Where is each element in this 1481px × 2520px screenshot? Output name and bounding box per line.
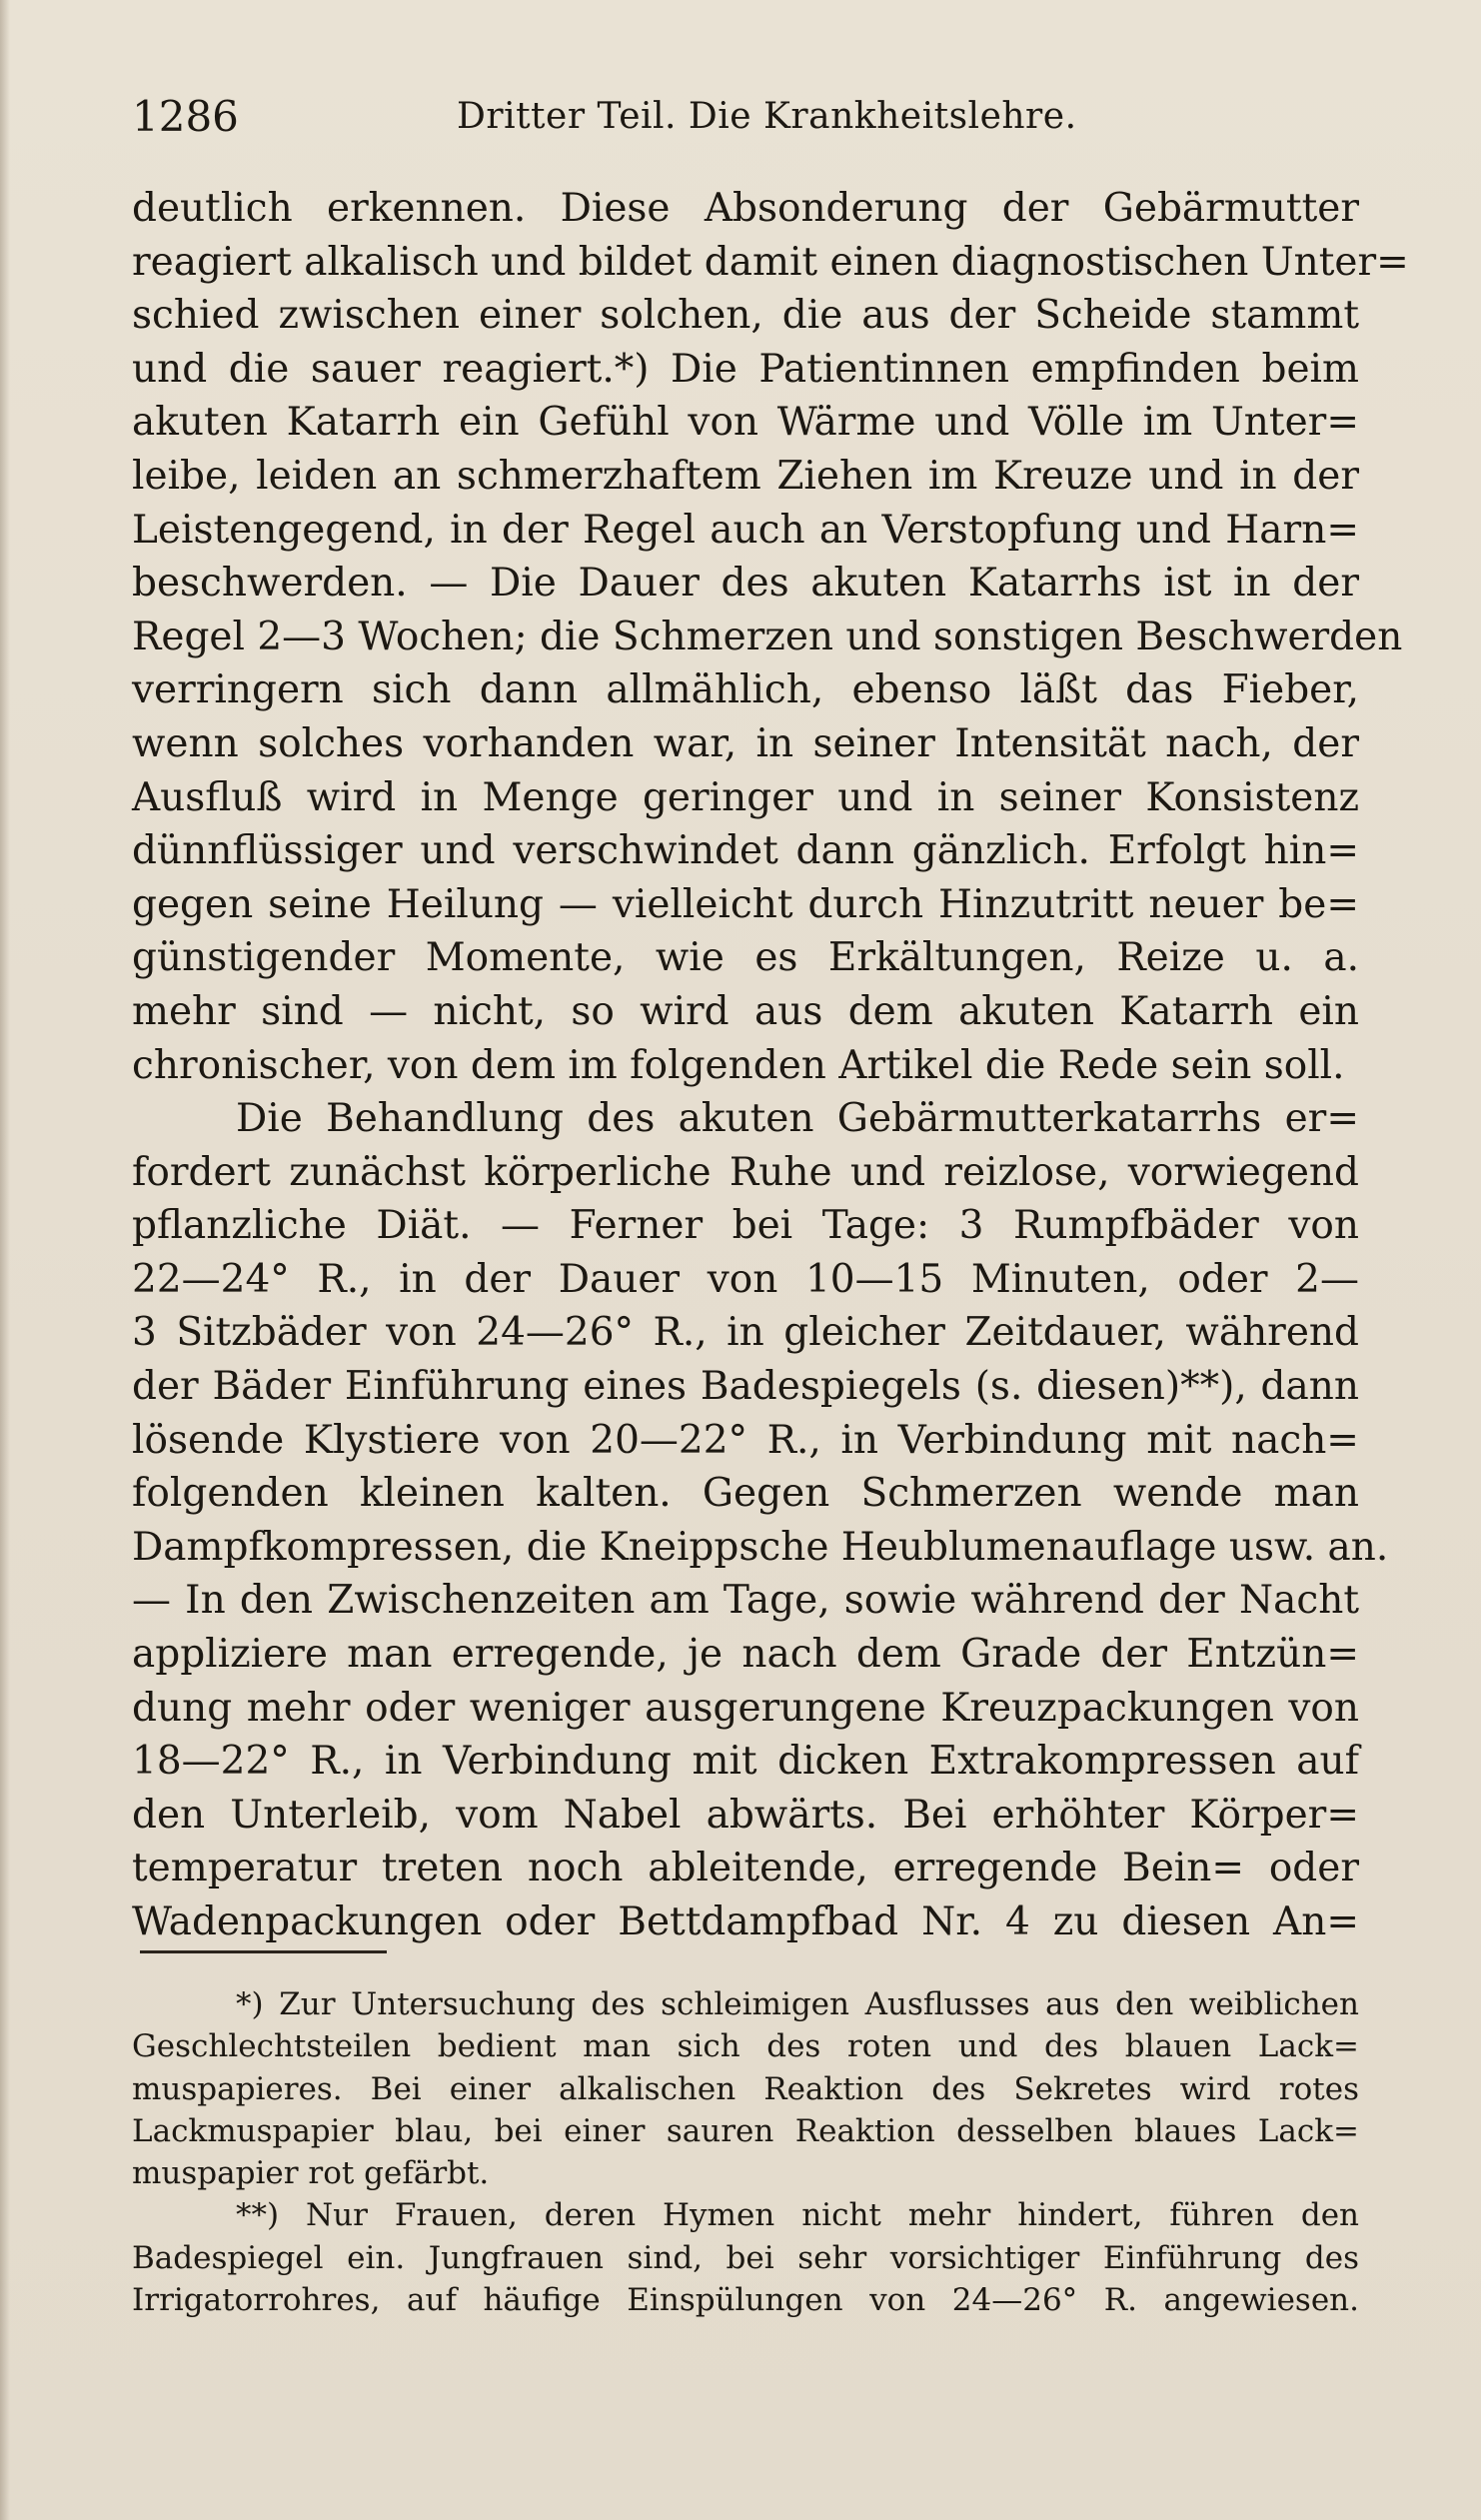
text-line: dünnflüssiger und verschwindet dann gänzlich. Erfolgt hin=	[132, 828, 1359, 874]
text-line: günstigender Momente, wie es Erkältungen, Reize u. a.	[132, 935, 1359, 981]
text-line: schied zwischen einer solchen, die aus der Scheide stammt	[132, 293, 1359, 339]
running-title: Dritter Teil. Die Krankheitslehre.	[457, 96, 1077, 137]
footnote-line: Badespiegel ein. Jungfrauen sind, bei sehr vorsichtiger Einführung des	[132, 2239, 1359, 2276]
main-text	[132, 182, 1409, 1949]
footnote-divider	[140, 1950, 387, 1953]
text-line: reagiert alkalisch und bildet damit einen diagnostischen Unter=	[132, 239, 1409, 285]
text-line: den Unterleib, vom Nabel abwärts. Bei erhöhter Körper=	[132, 1792, 1359, 1838]
text-line: der Bäder Einführung eines Badespiegels (s. diesen)**), dann	[132, 1364, 1359, 1410]
text-line: Regel 2—3 Wochen; die Schmerzen und sonstigen Beschwerden	[132, 614, 1403, 659]
footnote-line: **) Nur Frauen, deren Hymen nicht mehr hindert, führen den	[236, 2197, 1359, 2234]
text-line: chronischer, von dem im folgenden Artikel die Rede sein soll.	[132, 1042, 1345, 1088]
running-head	[132, 92, 1359, 142]
footnote-1	[132, 1983, 1359, 2194]
text-line: deutlich erkennen. Diese Absonderung der Gebärmutter	[132, 186, 1359, 231]
text-line: pflanzliche Diät. — Ferner bei Tage: 3 Rumpfbäder von	[132, 1203, 1359, 1249]
footnotes	[132, 1983, 1359, 2321]
text-line: folgenden kleinen kalten. Gegen Schmerzen wende man	[132, 1471, 1359, 1517]
footnote-line: Lackmuspapier blau, bei einer sauren Reaktion desselben blaues Lack=	[132, 2112, 1359, 2149]
text-line: wenn solches vorhanden war, in seiner Intensität nach, der	[132, 720, 1359, 766]
text-line: akuten Katarrh ein Gefühl von Wärme und Völle im Unter=	[132, 400, 1359, 446]
page-edge-shadow	[0, 0, 10, 2520]
text-line: temperatur treten noch ableitende, erregende Bein= oder	[132, 1846, 1359, 1891]
footnote-2	[132, 2194, 1359, 2321]
footnote-line: Irrigatorrohres, auf häufige Einspülungen von 24—26° R. angewiesen.	[132, 2282, 1359, 2319]
text-line: fordert zunächst körperliche Ruhe und reizlose, vorwiegend	[132, 1149, 1359, 1195]
text-line: leibe, leiden an schmerzhaftem Ziehen im Kreuze und in der	[132, 453, 1359, 499]
paragraph-2	[132, 1092, 1389, 1949]
footnote-line: muspapieres. Bei einer alkalischen Reaktion des Sekretes wird rotes	[132, 2070, 1359, 2107]
text-line: verringern sich dann allmählich, ebenso läßt das Fieber,	[132, 667, 1359, 713]
text-line: mehr sind — nicht, so wird aus dem akuten Katarrh ein	[132, 988, 1359, 1034]
text-line: Leistengegend, in der Regel auch an Verstopfung und Harn=	[132, 507, 1359, 553]
text-line: — In den Zwischenzeiten am Tage, sowie während der Nacht	[132, 1578, 1359, 1624]
text-line: gegen seine Heilung — vielleicht durch Hinzutritt neuer be=	[132, 881, 1359, 927]
text-line: lösende Klystiere von 20—22° R., in Verbindung mit nach=	[132, 1417, 1359, 1463]
text-line: appliziere man erregende, je nach dem Grade der Entzün=	[132, 1632, 1359, 1678]
page-number: 1286	[132, 92, 239, 141]
footnote-line: muspapier rot gefärbt.	[132, 2155, 490, 2192]
text-line: Ausfluß wird in Menge geringer und in seiner Konsistenz	[132, 774, 1359, 820]
text-line: Dampfkompressen, die Kneippsche Heublumenauflage usw. an.	[132, 1524, 1389, 1570]
text-line: dung mehr oder weniger ausgerungene Kreuzpackungen von	[132, 1685, 1359, 1731]
footnote-line: *) Zur Untersuchung des schleimigen Ausflusses aus den weiblichen	[236, 1986, 1359, 2022]
text-line: 22—24° R., in der Dauer von 10—15 Minuten, oder 2—	[132, 1256, 1359, 1302]
text-line: 3 Sitzbäder von 24—26° R., in gleicher Zeitdauer, während	[132, 1310, 1359, 1356]
footnote-line: Geschlechtsteilen bedient man sich des roten und des blauen Lack=	[132, 2028, 1359, 2065]
text-line: Wadenpackungen oder Bettdampfbad Nr. 4 zu diesen An=	[132, 1899, 1359, 1944]
text-line: und die sauer reagiert.*) Die Patientinnen empfinden beim	[132, 346, 1359, 392]
paragraph-1	[132, 182, 1409, 1092]
text-line: 18—22° R., in Verbindung mit dicken Extrakompressen auf	[132, 1739, 1359, 1785]
text-line: Die Behandlung des akuten Gebärmutterkatarrhs er=	[236, 1096, 1359, 1142]
text-line: beschwerden. — Die Dauer des akuten Katarrhs ist in der	[132, 561, 1359, 607]
